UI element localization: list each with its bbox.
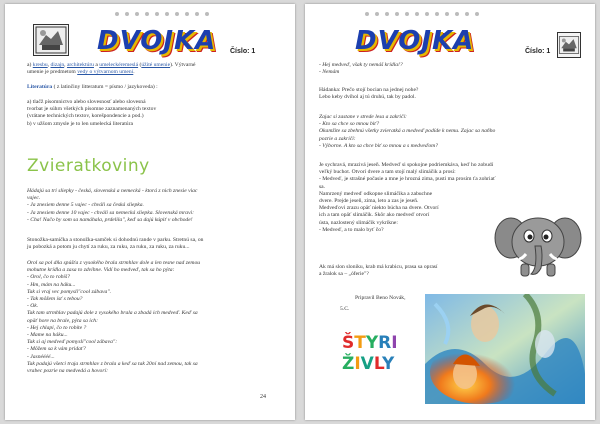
literature-definition: Literatúra ( z latinčiny litteratum = písmo / jazykoveda) : <box>27 84 158 90</box>
author-class: 5.C. <box>340 306 350 312</box>
link-uzite-umenie[interactable]: úžité umenie <box>141 62 171 68</box>
styri-i: I <box>391 333 398 353</box>
styri-word <box>342 333 398 354</box>
story-snail: Je sychravá, mrazivá jeseň. Medveď si spokojne podriemkáva, keď ho zobudí veľký buchot. Otvorí dvere a tam stojí malý slimáčik a prosí: - Medveď, je strašné počasie a mne je hrozná zima, pusti ma prosím ťa zohriať sa. Namrzený medveď odkopne slimáčika a zabuchne dvere. Prejde jeseň, zima, leto a zas je jeseň. Medveďovi zrazu opäť niekto búcha na dvere. Otvorí ich a tam opäť slimáčik. Skôr ako medveď otvorí ústa, nazlostený slimáčik vykríkne: - Medveď, a to malo byť čo? <box>319 162 496 233</box>
joke-eagle: Orol sa pol dňa spúšťa z vysokého brala strmhlav dole a len tesne nad zemou mohutne krídla a zasa to zdvihne. Vidí ho medveď, tak sa ho pýta: - Orol, čo to robíš? - Hm, mám na háku... Tak si vraj vec pomysli"cool zábava". - Tak môžem ísť s tebou? - Ok. Tak tam strmhlav padajú dole z vysokého brala a zbadá ich medveď. Keď sa opäť hore na brale, pýta sa ich: - Hej chlapi, čo to robíte ? - Mame na háku... Tak si aj medveď pomysli"cool zábava": - Môžem sa k vám pridať? - Jasnéééé... Tak padajú všetci traja strmhlav z brala a keď sa tak 20ní nad zemou, tak sa vrabec pozrie na medvedá a hovorí: <box>27 260 201 375</box>
four-elements-painting <box>425 294 585 404</box>
styri-y: Y <box>365 333 379 353</box>
joke-rabbit: Zajac si zastane v strede lesa a zakričí: - Kto sa chce so mnou biť? Okamžite sa zbehnú všetky zvieratká a medveď podíde k nemu. Zajac sa naňho pozrie a zakričí: - Výborne. A kto sa chce biť so mnou a s medveďom? <box>319 114 496 149</box>
joke-hens: Hádajú sa tri sliepky - česká, slovenská a nemecká - ktorá z nich znesie viac vajec. - Ja znesiem denne 5 vajec - chváli sa česká sliepka. - Ja znesiem denne 10 vajec - chváli sa nemecká sliepka. Slovenská mravi: - Cha! Načo by som sa namáhala, prdelila", keď sa dajú kúpiť v obchode! <box>27 188 198 223</box>
binding-holes <box>365 12 479 16</box>
issue-label: Číslo: 1 <box>230 48 256 55</box>
zivly-v: V <box>360 354 374 374</box>
magazine-title: DVOJKA <box>97 26 217 56</box>
zivly-i: I <box>354 354 361 374</box>
link-vedy[interactable]: vedy o výtvarnom umení <box>77 69 134 76</box>
link-dizajn[interactable]: dizajn <box>50 62 65 68</box>
left-page <box>5 4 295 420</box>
author-credit: Pripravil Beno Novák, <box>355 295 406 301</box>
styri-t: T <box>354 333 366 353</box>
styri-zivly-title <box>342 333 398 375</box>
page-number: 24 <box>260 394 266 400</box>
binding-holes <box>115 12 209 16</box>
elephant-illustration <box>493 210 583 280</box>
zivly-l: L <box>373 354 383 374</box>
school-logo-icon <box>33 24 69 56</box>
elephant-joke: Ak má slon sloniku, krab má krabicu, prasa sa oprasí a žralok sa – „óferie"? <box>319 264 438 278</box>
link-kresbu[interactable]: kresbu <box>32 62 48 68</box>
link-architektura[interactable]: architektúru <box>66 62 94 68</box>
link-umelecke-remesla[interactable]: umeleckéremeslá <box>99 62 139 68</box>
section-heading: Zvieratkoviny <box>27 156 150 176</box>
riddle-stork: Hádanka: Prečo stojí bocian na jednej nohe? Lebo keby dvíhol aj tú druhú, tak by padol. <box>319 87 419 101</box>
zivly-z: Ž <box>342 354 355 374</box>
styri-r: R <box>378 333 392 353</box>
school-logo-icon <box>557 32 581 58</box>
zivly-y: Y <box>382 354 395 374</box>
joke-centipede: Stonožka-samička a stonožka-samček si dohodnú rande v parku. Stretnú sa, on ju pobozká a potom ju chytí za ruku, za ruku, za ruku, za ruku, za ruku... <box>27 237 204 251</box>
eagle-joke-end: - Hej medveď, však ty nemáš krídla!? - Nemám <box>319 62 403 76</box>
intro-text: a) kresbu, dizajn, architektúru a umeleckéremeslá (úžité umenie). Výtvarné umenie je predmetom vedy o výtvarnom umení. <box>27 62 196 76</box>
zivly-word <box>342 354 398 375</box>
right-page <box>305 4 595 420</box>
issue-label: Číslo: 1 <box>525 48 551 55</box>
styri-s: Š <box>342 333 355 353</box>
magazine-title: DVOJKA <box>355 26 475 56</box>
definitions-list: a) tlačž písomnictvo alebo slovesnosť alebo slovesná tvorbat je súhrn všetkých písomne zaznamenaných textov (vrátane technických textov, korešpondencie a pod.) b) v užšom zmysle je to len umelecká literatúra <box>27 99 157 127</box>
